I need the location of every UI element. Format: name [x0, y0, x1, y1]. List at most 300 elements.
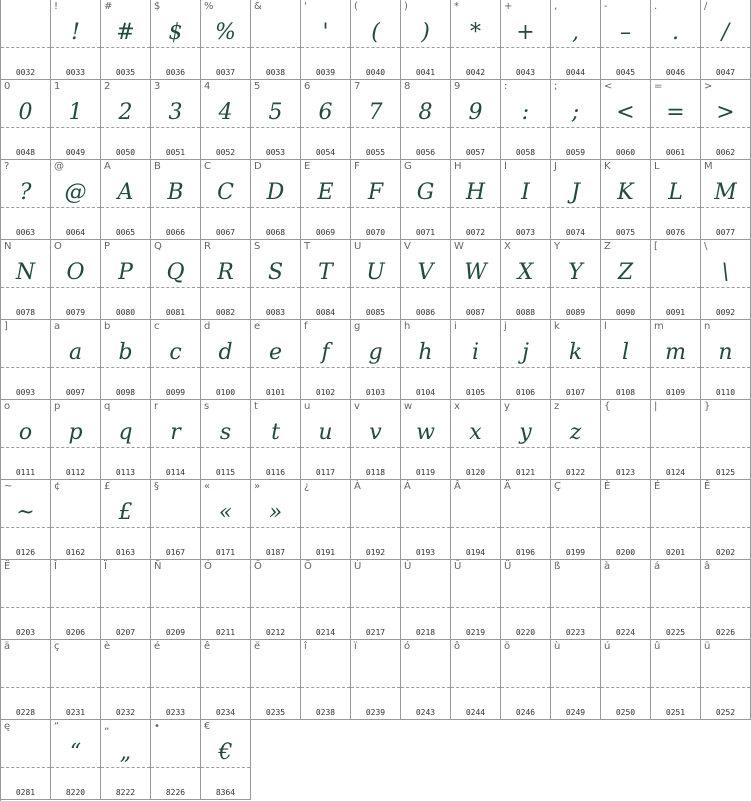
glyph-cell [201, 240, 251, 320]
baseline-guide [701, 607, 750, 608]
reference-character: Â [454, 481, 461, 492]
character-code: 0060 [615, 148, 636, 157]
reference-character: d [204, 321, 211, 332]
character-code: 0046 [665, 68, 686, 77]
glyph-cell [601, 560, 651, 640]
glyph-cell [551, 320, 601, 400]
reference-character: » [254, 481, 261, 492]
reference-character: 3 [154, 81, 161, 92]
font-glyph-sample: I [521, 180, 530, 205]
reference-character: | [654, 401, 658, 412]
font-glyph-sample: v [369, 420, 382, 445]
baseline-guide [601, 207, 650, 208]
reference-character: U [354, 241, 362, 252]
character-code: 0098 [115, 388, 136, 397]
character-code: 0206 [65, 628, 86, 637]
baseline-guide [351, 607, 400, 608]
baseline-guide [301, 47, 350, 48]
font-glyph-sample: q [118, 420, 133, 445]
character-code: 0107 [565, 388, 586, 397]
character-code: 0032 [15, 68, 36, 77]
character-code: 0199 [565, 548, 586, 557]
reference-character: 9 [454, 81, 461, 92]
baseline-guide [501, 527, 550, 528]
reference-character: î [304, 641, 307, 652]
font-glyph-sample: # [116, 20, 135, 45]
glyph-cell [201, 640, 251, 720]
character-code: 0171 [215, 548, 236, 557]
glyph-cell [451, 560, 501, 640]
glyph-cell [651, 400, 701, 480]
glyph-cell [151, 400, 201, 480]
reference-character: y [504, 401, 510, 412]
baseline-guide [451, 287, 500, 288]
font-glyph-sample: ) [421, 20, 430, 45]
baseline-guide [601, 607, 650, 608]
baseline-guide [201, 447, 250, 448]
glyph-cell [101, 80, 151, 160]
font-glyph-sample: 5 [268, 100, 283, 125]
reference-character: Q [154, 241, 162, 252]
font-glyph-sample: „ [119, 740, 132, 765]
baseline-guide [101, 687, 150, 688]
character-code: 0080 [115, 308, 136, 317]
font-glyph-sample: € [218, 740, 233, 765]
glyph-cell [1, 320, 51, 400]
font-glyph-sample: h [418, 340, 433, 365]
baseline-guide [51, 127, 100, 128]
glyph-cell [1, 720, 51, 800]
reference-character: 5 [254, 81, 261, 92]
reference-character: # [104, 1, 113, 12]
baseline-guide [701, 47, 750, 48]
baseline-guide [501, 447, 550, 448]
baseline-guide [451, 127, 500, 128]
reference-character: § [154, 481, 159, 492]
font-glyph-sample: i [471, 340, 480, 365]
glyph-cell [451, 400, 501, 480]
character-code: 0103 [365, 388, 386, 397]
reference-character: @ [54, 161, 64, 172]
baseline-guide [51, 207, 100, 208]
glyph-cell [601, 240, 651, 320]
glyph-cell [551, 240, 601, 320]
baseline-guide [151, 527, 200, 528]
glyph-cell [351, 320, 401, 400]
reference-character: Ö [304, 561, 312, 572]
reference-character: c [154, 321, 160, 332]
character-code: 0217 [365, 628, 386, 637]
baseline-guide [551, 367, 600, 368]
character-code: 0104 [415, 388, 436, 397]
character-code: 0224 [615, 628, 636, 637]
character-code: 0099 [165, 388, 186, 397]
reference-character: & [254, 1, 262, 12]
character-code: 0101 [265, 388, 286, 397]
character-code: 0077 [715, 228, 736, 237]
character-code: 0123 [615, 468, 636, 477]
reference-character: O [54, 241, 62, 252]
reference-character: A [104, 161, 111, 172]
character-code: 0084 [315, 308, 336, 317]
reference-character: “ [54, 721, 60, 732]
character-code: 0112 [65, 468, 86, 477]
reference-character: 4 [204, 81, 211, 92]
baseline-guide [151, 687, 200, 688]
font-glyph-sample: U [366, 260, 385, 285]
font-glyph-sample: F [367, 180, 384, 205]
reference-character: = [654, 81, 663, 92]
baseline-guide [451, 207, 500, 208]
glyph-cell [501, 400, 551, 480]
character-code: 0246 [515, 708, 536, 717]
glyph-cell [451, 480, 501, 560]
reference-character: ! [54, 1, 59, 12]
font-glyph-sample: M [714, 180, 737, 205]
reference-character: Ä [504, 481, 511, 492]
baseline-guide [51, 367, 100, 368]
glyph-cell [51, 560, 101, 640]
glyph-cell [201, 320, 251, 400]
baseline-guide [201, 127, 250, 128]
glyph-cell [51, 400, 101, 480]
baseline-guide [651, 447, 700, 448]
reference-character: m [654, 321, 664, 332]
character-code: 0087 [465, 308, 486, 317]
character-code: 0223 [565, 628, 586, 637]
glyph-cell [301, 560, 351, 640]
glyph-cell [201, 720, 251, 800]
glyph-cell [1, 400, 51, 480]
glyph-cell [451, 80, 501, 160]
baseline-guide [351, 447, 400, 448]
character-code: 0036 [165, 68, 186, 77]
baseline-guide [601, 127, 650, 128]
reference-character: B [154, 161, 161, 172]
reference-character: Ó [204, 561, 212, 572]
reference-character: $ [154, 1, 161, 12]
baseline-guide [301, 207, 350, 208]
baseline-guide [251, 527, 300, 528]
baseline-guide [501, 367, 550, 368]
baseline-guide [51, 47, 100, 48]
character-code: 0114 [165, 468, 186, 477]
glyph-cell [51, 320, 101, 400]
character-code: 0203 [15, 628, 36, 637]
character-code: 0065 [115, 228, 136, 237]
baseline-guide [1, 447, 50, 448]
character-code: 0252 [715, 708, 736, 717]
reference-character: E [304, 161, 311, 172]
glyph-cell [1, 160, 51, 240]
baseline-guide [651, 367, 700, 368]
reference-character: Ú [404, 561, 412, 572]
reference-character: % [204, 1, 214, 12]
glyph-cell [401, 480, 451, 560]
reference-character: W [454, 241, 464, 252]
glyph-cell [101, 640, 151, 720]
reference-character: p [54, 401, 61, 412]
baseline-guide [51, 527, 100, 528]
font-glyph-sample: 8 [418, 100, 433, 125]
baseline-guide [51, 767, 100, 768]
reference-character: Á [404, 481, 411, 492]
reference-character: Ü [504, 561, 512, 572]
baseline-guide [651, 607, 700, 608]
reference-character: Ñ [154, 561, 162, 572]
reference-character: ó [404, 641, 411, 652]
font-glyph-sample: o [18, 420, 33, 445]
reference-character: v [354, 401, 360, 412]
reference-character: * [454, 1, 459, 12]
baseline-guide [151, 447, 200, 448]
glyph-cell [301, 640, 351, 720]
reference-character: n [704, 321, 711, 332]
character-code: 0071 [415, 228, 436, 237]
glyph-cell [101, 480, 151, 560]
reference-character: < [604, 81, 613, 92]
font-glyph-sample: ~ [16, 500, 35, 525]
glyph-cell [51, 640, 101, 720]
font-glyph-sample: H [465, 180, 486, 205]
character-code: 0045 [615, 68, 636, 77]
reference-character: È [604, 481, 611, 492]
glyph-cell [501, 240, 551, 320]
reference-character: R [204, 241, 211, 252]
glyph-cell [151, 640, 201, 720]
baseline-guide [451, 527, 500, 528]
reference-character: 0 [4, 81, 11, 92]
character-code: 0167 [165, 548, 186, 557]
glyph-cell [101, 720, 151, 800]
font-glyph-sample: . [672, 20, 679, 45]
baseline-guide [1, 127, 50, 128]
font-glyph-sample: \ [721, 260, 730, 285]
baseline-guide [51, 687, 100, 688]
font-glyph-sample: ! [71, 20, 80, 45]
baseline-guide [701, 527, 750, 528]
reference-character: M [704, 161, 713, 172]
character-code: 0226 [715, 628, 736, 637]
character-code: 0049 [65, 148, 86, 157]
reference-character: ë [254, 641, 261, 652]
font-glyph-sample: Z [617, 260, 634, 285]
character-code: 0054 [315, 148, 336, 157]
baseline-guide [701, 127, 750, 128]
character-code: 0083 [265, 308, 286, 317]
baseline-guide [301, 127, 350, 128]
baseline-guide [251, 447, 300, 448]
reference-character: V [404, 241, 411, 252]
character-code: 0212 [265, 628, 286, 637]
character-code: 0228 [15, 708, 36, 717]
glyph-cell [251, 480, 301, 560]
glyph-cell [251, 0, 301, 80]
reference-character: a [54, 321, 61, 332]
reference-character: , [554, 1, 558, 12]
baseline-guide [451, 687, 500, 688]
character-code: 0113 [115, 468, 136, 477]
reference-character: C [204, 161, 211, 172]
character-code: 0194 [465, 548, 486, 557]
reference-character: ß [554, 561, 561, 572]
glyph-cell [201, 0, 251, 80]
reference-character: É [654, 481, 661, 492]
character-code: 0125 [715, 468, 736, 477]
baseline-guide [101, 447, 150, 448]
reference-character: I [504, 161, 507, 172]
baseline-guide [1, 767, 50, 768]
baseline-guide [451, 47, 500, 48]
character-code: 0092 [715, 308, 736, 317]
glyph-cell [101, 560, 151, 640]
baseline-guide [351, 287, 400, 288]
reference-character: • [154, 721, 160, 732]
reference-character: à [604, 561, 611, 572]
glyph-cell [501, 320, 551, 400]
glyph-cell [701, 640, 751, 720]
character-code: 0111 [15, 468, 36, 477]
glyph-cell [651, 640, 701, 720]
baseline-guide [601, 367, 650, 368]
baseline-guide [551, 127, 600, 128]
glyph-cell [351, 480, 401, 560]
glyph-cell [301, 320, 351, 400]
reference-character: x [454, 401, 460, 412]
character-code: 0187 [265, 548, 286, 557]
baseline-guide [501, 607, 550, 608]
glyph-cell [501, 480, 551, 560]
glyph-cell [401, 320, 451, 400]
baseline-guide [201, 527, 250, 528]
baseline-guide [51, 447, 100, 448]
reference-character: w [404, 401, 413, 412]
glyph-cell [601, 400, 651, 480]
baseline-guide [551, 687, 600, 688]
character-code: 0051 [165, 148, 186, 157]
glyph-cell [451, 640, 501, 720]
reference-character: + [504, 1, 513, 12]
glyph-cell [101, 320, 151, 400]
font-glyph-sample: $ [168, 20, 183, 45]
reference-character: e [254, 321, 261, 332]
glyph-cell [401, 0, 451, 80]
glyph-cell [101, 240, 151, 320]
font-glyph-sample: z [569, 420, 582, 445]
reference-character: 1 [54, 81, 61, 92]
glyph-cell [51, 720, 101, 800]
character-code: 0074 [565, 228, 586, 237]
character-code: 0105 [465, 388, 486, 397]
glyph-cell [351, 160, 401, 240]
reference-character: á [654, 561, 661, 572]
character-code: 0102 [315, 388, 336, 397]
font-glyph-sample: 6 [318, 100, 333, 125]
glyph-cell [701, 320, 751, 400]
glyph-cell [251, 320, 301, 400]
reference-character: ô [454, 641, 461, 652]
reference-character: J [554, 161, 557, 172]
reference-character: \ [704, 241, 708, 252]
character-code: 0073 [515, 228, 536, 237]
glyph-cell [351, 640, 401, 720]
reference-character: i [454, 321, 457, 332]
baseline-guide [651, 207, 700, 208]
baseline-guide [351, 527, 400, 528]
character-code: 0037 [215, 68, 236, 77]
baseline-guide [201, 287, 250, 288]
character-code: 8222 [115, 788, 136, 797]
glyph-cell [1, 80, 51, 160]
baseline-guide [301, 527, 350, 528]
glyph-cell [601, 480, 651, 560]
glyph-cell [51, 160, 101, 240]
baseline-guide [551, 607, 600, 608]
font-glyph-sample: G [416, 180, 435, 205]
baseline-guide [651, 527, 700, 528]
font-glyph-sample: + [516, 20, 535, 45]
font-glyph-sample: ' [322, 20, 329, 45]
character-code: 0109 [665, 388, 686, 397]
glyph-cell [601, 80, 651, 160]
character-code: 0066 [165, 228, 186, 237]
reference-character: X [504, 241, 511, 252]
reference-character: ; [554, 81, 558, 92]
baseline-guide [401, 127, 450, 128]
character-code: 0235 [265, 708, 286, 717]
glyph-cell [251, 400, 301, 480]
character-code: 0219 [465, 628, 486, 637]
font-glyph-sample: 4 [218, 100, 233, 125]
baseline-guide [151, 207, 200, 208]
reference-character: Û [454, 561, 462, 572]
glyph-cell [651, 480, 701, 560]
character-code: 0086 [415, 308, 436, 317]
baseline-guide [551, 447, 600, 448]
font-glyph-sample: ; [571, 100, 580, 125]
glyph-cell [201, 480, 251, 560]
font-glyph-sample: * [470, 20, 481, 45]
glyph-cell [501, 560, 551, 640]
reference-character: ? [4, 161, 10, 172]
font-glyph-sample: = [666, 100, 685, 125]
character-code: 0115 [215, 468, 236, 477]
character-code: 0124 [665, 468, 686, 477]
baseline-guide [451, 447, 500, 448]
font-glyph-sample: k [568, 340, 583, 365]
reference-character: / [704, 1, 708, 12]
baseline-guide [501, 207, 550, 208]
reference-character: r [154, 401, 159, 412]
baseline-guide [701, 207, 750, 208]
character-code: 0043 [515, 68, 536, 77]
character-code: 0231 [65, 708, 86, 717]
baseline-guide [301, 447, 350, 448]
glyph-cell [1, 640, 51, 720]
font-glyph-sample: » [268, 500, 283, 525]
glyph-cell [301, 160, 351, 240]
glyph-cell [201, 160, 251, 240]
glyph-cell [551, 640, 601, 720]
reference-character: ¿ [304, 481, 310, 492]
glyph-cell [1, 0, 51, 80]
font-glyph-sample: b [118, 340, 133, 365]
character-code: 0118 [365, 468, 386, 477]
glyph-cell [351, 400, 401, 480]
baseline-guide [201, 367, 250, 368]
font-glyph-sample: ? [19, 180, 32, 205]
reference-character: À [354, 481, 361, 492]
